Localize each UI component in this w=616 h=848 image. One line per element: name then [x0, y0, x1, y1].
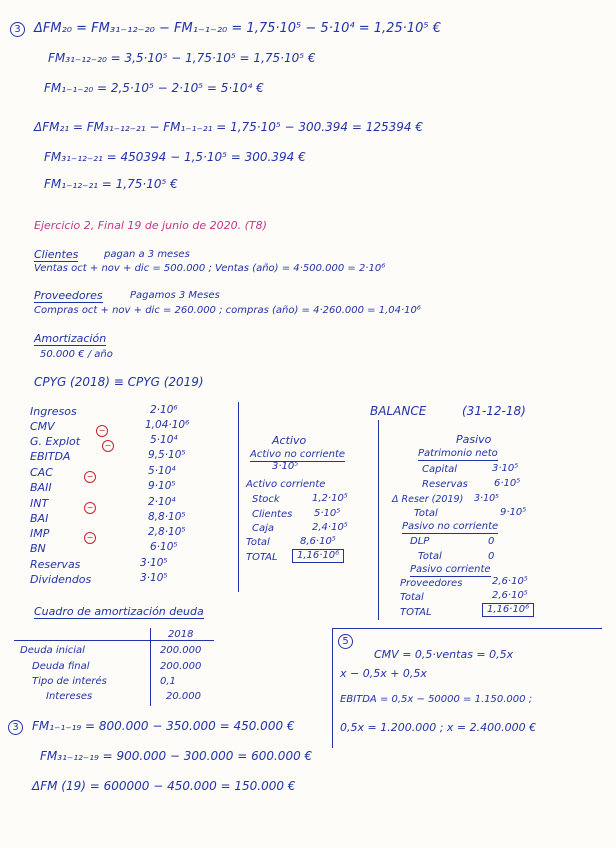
delta-fm20-line: ΔFM₂₀ = FM₃₁₋₁₂₋₂₀ − FM₁₋₁₋₂₀ = 1,75·10⁵ − 5·10⁴ = 1,25·10⁵ €	[34, 21, 441, 36]
pnc-row-value: 0	[488, 536, 495, 547]
cpyg-label-gexplot: G. Explot	[30, 435, 81, 448]
cuadro-title: Cuadro de amortización deuda	[34, 605, 204, 618]
pn-row-value: 9·10⁵	[500, 507, 527, 518]
cpyg-value-gexplot: 5·10⁴	[150, 434, 178, 446]
cpyg-label-ebitda: EBITDA	[30, 450, 71, 463]
cpyg-label-cac: CAC	[30, 466, 53, 479]
cpyg-label-imp: IMP	[30, 527, 50, 540]
cpyg-value-bn: 6·10⁵	[150, 541, 178, 553]
fm-31-12-21-line: FM₃₁₋₁₂₋₂₁ = 450394 − 1,5·10⁵ = 300.394 €	[44, 150, 306, 164]
sec5-left-border	[332, 628, 333, 748]
amortizacion-value: 50.000 € / año	[40, 349, 113, 360]
compras-line: Compras oct + nov + dic = 260.000 ; compras (año) = 4·260.000 = 1,04·10⁶	[34, 305, 421, 316]
fm-1-1-19-line: FM₁₋₁₋₁₉ = 800.000 − 350.000 = 450.000 €	[32, 719, 295, 733]
minus-mark-icon: −	[76, 527, 96, 544]
cpyg-label-bn: BN	[30, 542, 46, 555]
fm-1-12-21-line: FM₁₋₁₂₋₂₁ = 1,75·10⁵ €	[44, 177, 178, 191]
cpyg-label-dividendos: Dividendos	[30, 573, 92, 586]
cuadro-row-label: Tipo de interés	[32, 676, 107, 687]
cuadro-row-value: 0,1	[160, 676, 176, 687]
pn-row-label: Δ Reser (2019)	[392, 494, 464, 505]
delta-fm21-line: ΔFM₂₁ = FM₃₁₋₁₂₋₂₁ − FM₁₋₁₋₂₁ = 1,75·10⁵ − 300.394 = 125394 €	[34, 120, 423, 134]
pn-row-label: Reservas	[422, 479, 468, 490]
pnc-row-label: DLP	[410, 536, 430, 547]
cpyg-label-baii: BAII	[30, 481, 52, 494]
cpyg-value-ingresos: 2·10⁶	[150, 404, 178, 416]
proveedores-label: Proveedores	[34, 289, 103, 302]
activo-row-label: Total	[246, 537, 270, 548]
sec5-line-result: 0,5x = 1.200.000 ; x = 2.400.000 €	[340, 721, 537, 734]
activo-row-label: Caja	[252, 523, 275, 534]
activo-row-value: 1,2·10⁵	[312, 493, 348, 504]
pc-row-value: 2,6·10⁵	[492, 590, 528, 601]
exercise-title: Ejercicio 2, Final 19 de junio de 2020. (T8)	[34, 219, 267, 232]
cuadro-row-value: 200.000	[160, 645, 202, 656]
sec5-line-cmv: CMV = 0,5·ventas = 0,5x	[374, 648, 514, 661]
pc-row-label: Proveedores	[400, 578, 463, 589]
pasivo-no-corriente-label: Pasivo no corriente	[402, 521, 499, 532]
sec5-top-border	[332, 628, 602, 629]
pn-row-value: 3·10⁵	[492, 463, 519, 474]
pasivo-title: Pasivo	[456, 433, 492, 446]
cpyg-label-int: INT	[30, 497, 49, 510]
cuadro-row-label: Intereses	[46, 691, 93, 702]
activo-no-corriente-value: 3·10⁵	[272, 461, 299, 472]
cpyg-value-ebitda: 9,5·10⁵	[148, 449, 186, 461]
cpyg-value-bai: 8,8·10⁵	[148, 511, 186, 523]
proveedores-text: Pagamos 3 Meses	[130, 290, 220, 301]
cpyg-label-ingresos: Ingresos	[30, 405, 77, 418]
cuadro-column-divider	[150, 628, 151, 706]
cpyg-value-int: 2·10⁴	[148, 496, 176, 508]
cpyg-label-cmv: CMV	[30, 420, 55, 433]
cpyg-value-cac: 5·10⁴	[148, 465, 176, 477]
pc-row-label: Total	[400, 592, 424, 603]
activo-title: Activo	[272, 434, 307, 447]
minus-mark-icon: −	[76, 466, 96, 483]
cpyg-value-imp: 2,8·10⁵	[148, 526, 186, 538]
activo-row-label: Stock	[252, 494, 280, 505]
activo-row-label: Clientes	[252, 509, 293, 520]
balance-date: (31-12-18)	[462, 404, 526, 418]
minus-mark-icon: −	[76, 497, 96, 514]
sec5-line-x: x − 0,5x + 0,5x	[340, 667, 427, 680]
cuadro-row-value: 20.000	[166, 691, 201, 702]
activo-total-label: TOTAL	[246, 552, 278, 563]
pn-row-label: Total	[414, 508, 438, 519]
minus-mark-icon: −	[88, 420, 108, 437]
activo-total-value: 1,16·10⁶	[292, 549, 344, 563]
cpyg-value-dividendos: 3·10⁵	[140, 572, 168, 584]
fm-1-1-20-line: FM₁₋₁₋₂₀ = 2,5·10⁵ − 2·10⁵ = 5·10⁴ €	[44, 81, 264, 95]
section-3b-number: 3	[8, 720, 23, 735]
activo-row-value: 5·10⁵	[314, 508, 341, 519]
cpyg-value-baii: 9·10⁵	[148, 480, 176, 492]
amortizacion-label: Amortización	[34, 332, 107, 345]
clientes-text: pagan a 3 meses	[104, 249, 190, 260]
pasivo-total-value: 1,16·10⁶	[482, 603, 534, 617]
pn-row-value: 6·10⁵	[494, 478, 521, 489]
pnc-row-value: 0	[488, 551, 495, 562]
cpyg-label-bai: BAI	[30, 512, 49, 525]
fm-31-12-20-line: FM₃₁₋₁₂₋₂₀ = 3,5·10⁵ − 1,75·10⁵ = 1,75·10⁵ €	[48, 51, 316, 65]
cuadro-row-label: Deuda inicial	[20, 645, 85, 656]
balance-title: BALANCE	[370, 404, 427, 418]
sec5-line-ebitda: EBITDA = 0,5x − 50000 = 1.150.000 ;	[340, 694, 533, 705]
pasivo-total-label: TOTAL	[400, 607, 432, 618]
cpyg-label-reservas: Reservas	[30, 558, 81, 571]
pn-row-label: Capital	[422, 464, 458, 475]
delta-fm19-line: ΔFM (19) = 600000 − 450.000 = 150.000 €	[32, 779, 296, 793]
pasivo-corriente-label: Pasivo corriente	[410, 564, 491, 575]
fm-31-12-19-line: FM₃₁₋₁₂₋₁₉ = 900.000 − 300.000 = 600.000 €	[40, 749, 313, 763]
activo-row-value: 8,6·10⁵	[300, 536, 336, 547]
pc-row-value: 2,6·10⁵	[492, 576, 528, 587]
cuadro-row-label: Deuda final	[32, 661, 90, 672]
cpyg-value-cmv: 1,04·10⁶	[145, 419, 190, 431]
section-3a-number: 3	[10, 22, 25, 37]
balance-middle-divider	[378, 420, 379, 620]
pnc-row-label: Total	[418, 551, 442, 562]
activo-corriente-label: Activo corriente	[246, 479, 326, 490]
clientes-label: Clientes	[34, 248, 79, 261]
section-5-number: 5	[338, 634, 353, 649]
pn-row-value: 3·10⁵	[474, 493, 499, 504]
cpyg-heading: CPYG (2018) ≡ CPYG (2019)	[34, 375, 204, 389]
balance-left-divider	[238, 402, 239, 592]
cuadro-top-rule	[14, 640, 214, 641]
patrimonio-neto-label: Patrimonio neto	[418, 448, 498, 459]
activo-row-value: 2,4·10⁵	[312, 522, 348, 533]
cuadro-year: 2018	[168, 629, 194, 640]
activo-no-corriente-label: Activo no corriente	[250, 449, 346, 460]
cpyg-value-reservas: 3·10⁵	[140, 557, 168, 569]
minus-mark-icon: −	[94, 435, 114, 452]
ventas-line: Ventas oct + nov + dic = 500.000 ; Ventas (año) = 4·500.000 = 2·10⁶	[34, 263, 386, 274]
cuadro-row-value: 200.000	[160, 661, 202, 672]
